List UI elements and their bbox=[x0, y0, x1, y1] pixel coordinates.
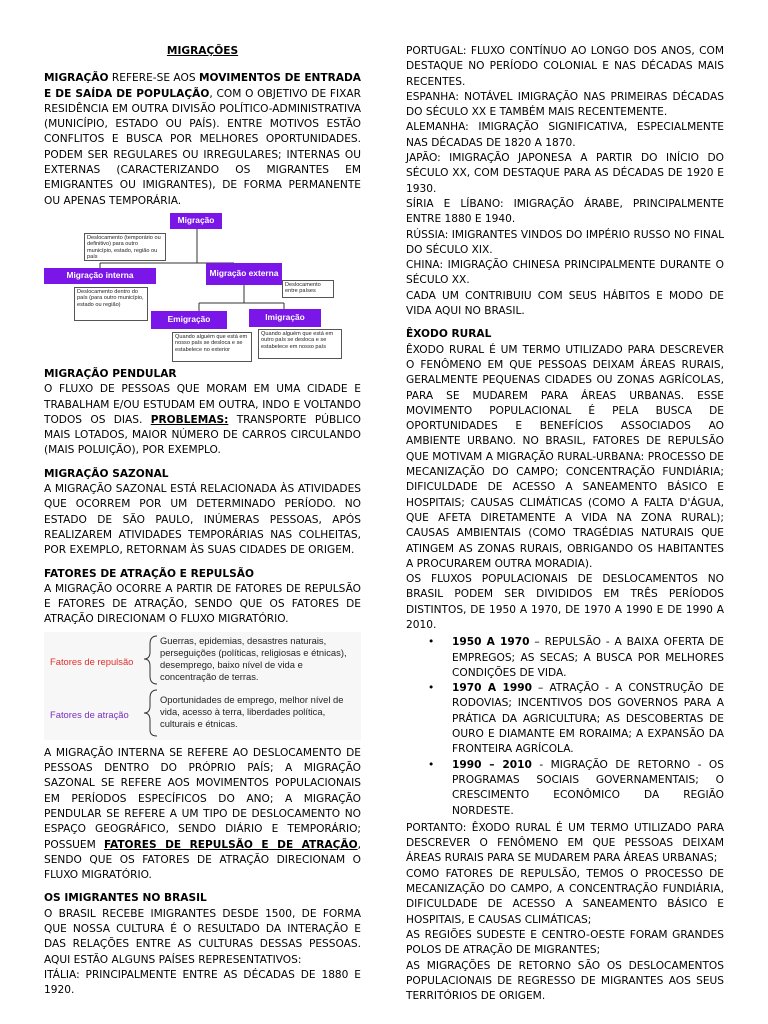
fatores-paragraph: A MIGRAÇÃO OCORRE A PARTIR DE FATORES DE REPULSÃO E FATORES DE ATRAÇÃO, SENDO QUE OS FATORES DE ATRAÇÃO DIRECIONAM O FLUXO MIGRATÓRIO. bbox=[44, 582, 361, 626]
migracao-box: Migração bbox=[170, 213, 222, 229]
conclusion-regioes: AS REGIÕES SUDESTE E CENTRO-OESTE FORAM GRANDES POLOS DE ATRAÇÃO DE MIGRANTES; bbox=[406, 928, 724, 957]
conclusion-fatores: COMO FATORES DE REPULSÃO, TEMOS O PROCESSO DE MECANIZAÇÃO DO CAMPO, A CONCENTRAÇÃO FUNDIÁRIA, DIFICULDADE DE ACESSO A SANEAMENTO BÁSICO E HOSPITAIS, E CAUSAS CLIMÁTICAS; bbox=[406, 867, 724, 926]
intro-text-b: , COM O OBJETIVO DE FIXAR RESIDÊNCIA EM OUTRA DIVISÃO POLÍTICO-ADMINISTRATIVA (MUNICÍPIO, ESTADO OU PAÍS). ENTRE MOTIVOS ESTÃO CONFLITOS E BUSCA POR MELHORES OPORTUNIDADES. PODEM SER REGULARES OU IRREGULARES; INTERNAS OU EXTERNAS (CARACTERIZANDO OS MIGRANTES EM EMIGRANTES OU IMIGRANTES), DE FORMA PERMANENTE OU APENAS TEMPORÁRIA. bbox=[44, 87, 361, 207]
summary-text-a: A MIGRAÇÃO INTERNA SE REFERE AO DESLOCAMENTO DE PESSOAS DENTRO DO PRÓPRIO PAÍS; A MIGRAÇÃO SAZONAL SE REFERE AOS MOVIMENTOS POPULACIONAIS EM PERÍODOS ESPECÍFICOS DO ANO; A MIGRAÇÃO PENDULAR SE REFERE A UM TIPO DE DESLOCAMENTO NO ESPAÇO GEOGRÁFICO, SENDO DIÁRIO E TEMPORÁRIO; POSSUEM bbox=[44, 746, 361, 851]
migracao-note: Deslocamento (temporário ou definitivo) para outro município, estado, região ou país bbox=[84, 233, 166, 261]
period-text: – REPULSÃO - A BAIXA OFERTA DE EMPREGOS; AS SECAS; A BUSCA POR MELHORES CONDIÇÕES DE VIDA. bbox=[452, 636, 724, 679]
sazonal-heading: MIGRAÇÃO SAZONAL bbox=[44, 467, 169, 480]
repulsao-text: Guerras, epidemias, desastres naturais, perseguições (políticas, religiosas e étnicas), desemprego, baixo nível de vida e concentração de terras. bbox=[160, 634, 347, 682]
period-text: - MIGRAÇÃO DE RETORNO - OS PROGRAMAS SOCIAIS GOVERNAMENTAIS; O CRESCIMENTO ECONÔMICO DA REGIÃO NORDESTE. bbox=[452, 758, 724, 817]
page-title: MIGRAÇÕES bbox=[166, 45, 239, 57]
pendular-paragraph bbox=[44, 382, 361, 458]
country-alemanha: ALEMANHA: IMIGRAÇÃO SIGNIFICATIVA, ESPECIALMENTE NAS DÉCADAS DE 1820 A 1870. bbox=[406, 121, 724, 149]
emigracao-box: Emigração bbox=[151, 311, 227, 329]
pendular-text-a: O FLUXO DE PESSOAS QUE MORAM EM UMA CIDADE E TRABALHAM E/OU ESTUDAM EM OUTRA, INDO E VOLTANDO TODOS OS DIAS. bbox=[44, 383, 361, 426]
list-item bbox=[406, 758, 724, 819]
imigrantes-paragraph: O BRASIL RECEBE IMIGRANTES DESDE 1500, DE FORMA QUE NOSSA CULTURA É O RESULTADO DA INTERAÇÃO E DAS RELAÇÕES ENTRE AS CULTURAS DESSAS PESSOAS. AQUI ESTÃO ALGUNS PAÍSES REPRESENTATIVOS: bbox=[44, 907, 361, 966]
migration-types-diagram bbox=[44, 213, 344, 363]
intro-text-a: REFERE-SE AOS bbox=[108, 72, 199, 85]
imigracao-note: Quando alguém que está em outro país se desloca e se estabelece em nosso país bbox=[258, 329, 342, 359]
left-column bbox=[44, 44, 361, 998]
italia-paragraph: ITÁLIA: PRINCIPALMENTE ENTRE AS DÉCADAS DE 1880 E 1920. bbox=[44, 968, 361, 997]
exodo-paragraph: ÊXODO RURAL É UM TERMO UTILIZADO PARA DESCREVER O FENÔMENO EM QUE PESSOAS DEIXAM ÁREAS RURAIS, GERALMENTE PEQUENAS CIDADES OU ZONAS AGRÍCOLAS, PARA SE MUDAREM PARA ÁREAS URBANAS. ESSE MOVIMENTO POPULACIONAL É PELA BUSCA DE OPORTUNIDADES E BENEFÍCIOS ASSOCIADOS AO AMBIENTE URBANO. NO BRASIL, FATORES DE REPULSÃO QUE MOTIVAM A MIGRAÇÃO RURAL-URBANA: PROCESSO DE MECANIZAÇÃO DO CAMPO; CONCENTRAÇÃO FUNDIÁRIA; DIFICULDADE DE ACESSO A SANEAMENTO BÁSICO E HOSPITAIS; CAUSAS CLIMÁTICAS (COMO A FALTA D'ÁGUA, QUE AFETA DIRETAMENTE A VIDA NA ZONA RURAL); CAUSAS AMBIENTAIS (COMO TRAGÉDIAS NATURAIS QUE ATINGEM AS ZONAS RURAIS, OBRIGANDO OS HABITANTES A PROCURAREM OUTRA MORADIA). bbox=[406, 343, 724, 570]
repulsao-label: Fatores de repulsão bbox=[50, 655, 134, 667]
period-years: 1950 A 1970 bbox=[452, 636, 530, 649]
conclusion-retorno: AS MIGRAÇÕES DE RETORNO SÃO OS DESLOCAMENTOS POPULACIONAIS DE REGRESSO DE MIGRANTES AOS SEUS TERRITÓRIOS DE ORIGEM. bbox=[406, 959, 724, 1003]
period-years: 1990 – 2010 bbox=[452, 758, 532, 771]
period-years: 1970 A 1990 bbox=[452, 682, 532, 695]
intro-term: MIGRAÇÃO bbox=[44, 72, 109, 85]
migracao-interna-note: Deslocamento dentro do país (para outro município, estado ou região) bbox=[74, 287, 148, 321]
list-item bbox=[406, 635, 724, 681]
country-siria-libano: SÍRIA E LÍBANO: IMIGRAÇÃO ÁRABE, PRINCIPALMENTE ENTRE 1880 E 1940. bbox=[406, 197, 724, 226]
atracao-label: Fatores de atração bbox=[50, 708, 129, 720]
intro-emphasis: MOVIMENTOS DE ENTRADA E DE SAÍDA DE POPULAÇÃO bbox=[44, 72, 361, 100]
country-china: CHINA: IMIGRAÇÃO CHINESA PRINCIPALMENTE DURANTE O SÉCULO XX. bbox=[406, 259, 724, 287]
period-text: – ATRAÇÃO - A CONSTRUÇÃO DE RODOVIAS; INCENTIVOS DOS GOVERNOS PARA A PRÁTICA DA AGRICULTURA; AS DESCOBERTAS DE OURO E DIAMANTE EM RORAIMA; A EXPANSÃO DA FRONTEIRA AGRÍCOLA. bbox=[452, 682, 725, 756]
periods-list bbox=[406, 635, 724, 819]
emigracao-note: Quando alguém que está em nosso país se desloca e se estabelece no exterior bbox=[172, 332, 252, 362]
bullet-icon: • bbox=[428, 636, 435, 649]
exodo-heading: ÊXODO RURAL bbox=[406, 328, 492, 341]
fatores-heading: FATORES DE ATRAÇÃO E REPULSÃO bbox=[44, 567, 254, 580]
conclusion-portanto: PORTANTO: ÊXODO RURAL É UM TERMO UTILIZADO PARA DESCREVER O FENÔMENO EM QUE PESSOAS DEIXAM ÁREAS RURAIS PARA SE MUDAREM PARA ÁREAS URBANAS; bbox=[406, 821, 724, 865]
pendular-heading: MIGRAÇÃO PENDULAR bbox=[44, 367, 177, 380]
summary-paragraph bbox=[44, 746, 361, 884]
imigrantes-heading: OS IMIGRANTES NO BRASIL bbox=[44, 892, 207, 905]
bullet-icon: • bbox=[428, 758, 435, 771]
migracao-interna-box: Migração interna bbox=[44, 268, 156, 284]
pendular-text-b: TRANSPORTE PÚBLICO MAIS LOTADOS, MAIOR NÚMERO DE CARROS CIRCULANDO (MAIS POLUIÇÃO), POR EXEMPLO. bbox=[44, 413, 361, 457]
imigracao-box: Imigração bbox=[249, 309, 321, 327]
exodo-periods-intro: OS FLUXOS POPULACIONAIS DE DESLOCAMENTOS NO BRASIL PODEM SER DIVIDIDOS EM TRÊS PERÍODOS DISTINTOS, DE 1950 A 1970, DE 1970 A 1990 E DE 1990 A 2010. bbox=[406, 573, 724, 631]
migracao-externa-note: Deslocamento entre países bbox=[282, 280, 334, 298]
problems-label: PROBLEMAS: bbox=[150, 413, 229, 426]
sazonal-paragraph: A MIGRAÇÃO SAZONAL ESTÁ RELACIONADA ÀS ATIVIDADES QUE OCORREM POR UM DETERMINADO PERÍODO. NO ESTADO DE SÃO PAULO, INÚMERAS PESSOAS, APÓS REALIZAREM ATIVIDADES TEMPORÁRIAS NAS COLHEITAS, POR EXEMPLO, RETORNAM ÀS SUAS CIDADES DE ORIGEM. bbox=[44, 483, 361, 557]
countries-conclusion: CADA UM CONTRIBUIU COM SEUS HÁBITOS E MODO DE VIDA AQUI NO BRASIL. bbox=[406, 289, 724, 318]
country-russia: RÚSSIA: IMIGRANTES VINDOS DO IMPÉRIO RUSSO NO FINAL DO SÉCULO XIX. bbox=[406, 228, 724, 256]
push-pull-factors-diagram bbox=[44, 632, 361, 740]
country-portugal: PORTUGAL: FLUXO CONTÍNUO AO LONGO DOS ANOS, COM DESTAQUE NO PERÍODO COLONIAL E NAS DÉCADAS MAIS RECENTES. bbox=[406, 45, 724, 88]
summary-emphasis: FATORES DE REPULSÃO E DE ATRAÇÃO bbox=[103, 838, 358, 851]
bullet-icon: • bbox=[428, 682, 435, 695]
atracao-text: Oportunidades de emprego, melhor nível de vida, acesso à terra, liberdades política, culturais e étnicas. bbox=[160, 693, 344, 729]
country-japao: JAPÃO: IMIGRAÇÃO JAPONESA A PARTIR DO INÍCIO DO SÉCULO XX, COM DESTAQUE PARA AS DÉCADAS DE 1920 E 1930. bbox=[406, 152, 724, 195]
summary-text-b: , SENDO QUE OS FATORES DE ATRAÇÃO DIRECIONAM O FLUXO MIGRATÓRIO. bbox=[44, 838, 361, 882]
right-column bbox=[406, 44, 724, 1004]
migracao-externa-box: Migração externa bbox=[206, 263, 282, 285]
country-espanha: ESPANHA: NOTÁVEL IMIGRAÇÃO NAS PRIMEIRAS DÉCADAS DO SÉCULO XX E TAMBÉM MAIS RECENTEMENTE. bbox=[406, 90, 724, 119]
intro-paragraph bbox=[44, 71, 361, 209]
list-item bbox=[406, 681, 724, 757]
